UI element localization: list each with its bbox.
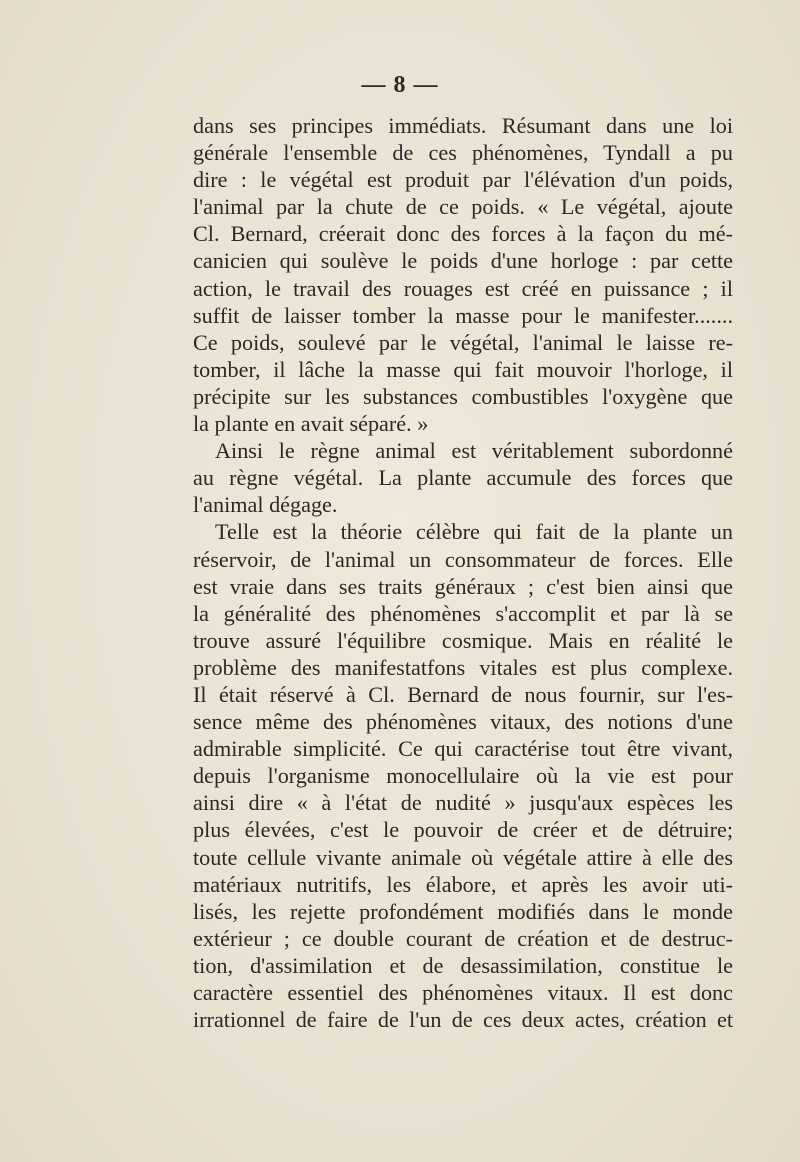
text-line: réservoir, de l'animal un consommateur de forces. Elle <box>193 546 733 572</box>
text-line: l'animal par la chute de ce poids. « Le végétal, ajoute <box>193 194 733 220</box>
text-line: toute cellule vivante animale où végétale attire à elle des <box>193 844 733 870</box>
text-line: au règne végétal. La plante accumule des forces que <box>193 465 733 491</box>
text-line: la plante en avait séparé. » <box>193 411 429 437</box>
text-line: irrationnel de faire de l'un de ces deux actes, création et <box>193 1007 733 1033</box>
text-line: est vraie dans ses traits généraux ; c'est bien ainsi que <box>193 573 733 599</box>
text-line: générale l'ensemble de ces phénomènes, Tyndall a pu <box>193 140 733 166</box>
text-line: Cl. Bernard, créerait donc des forces à la façon du mé- <box>193 221 733 247</box>
text-line: trouve assuré l'équilibre cosmique. Mais en réalité le <box>193 627 733 653</box>
text-line: tomber, il lâche la masse qui fait mouvoir l'horloge, il <box>193 356 733 382</box>
text-line: suffit de laisser tomber la masse pour le manifester....... <box>193 302 733 328</box>
text-line: Ce poids, soulevé par le végétal, l'animal le laisse re- <box>193 329 733 355</box>
text-line: précipite sur les substances combustibles l'oxygène que <box>193 383 733 409</box>
page-number: — 8 — <box>361 72 439 98</box>
text-line: Il était réservé à Cl. Bernard de nous fournir, sur l'es- <box>193 681 733 707</box>
text-line: ainsi dire « à l'état de nudité » jusqu'aux espèces les <box>193 790 733 816</box>
text-line: dans ses principes immédiats. Résumant dans une loi <box>193 113 733 138</box>
text-line: problème des manifestatfons vitales est plus complexe. <box>193 654 733 680</box>
text-line: caractère essentiel des phénomènes vitaux. Il est donc <box>193 980 733 1005</box>
text-line: tion, d'assimilation et de desassimilation, constitue le <box>193 952 733 978</box>
text-line: dire : le végétal est produit par l'élévation d'un poids, <box>193 167 733 193</box>
text-line: canicien qui soulève le poids d'une horloge : par cette <box>193 248 733 274</box>
text-line: la généralité des phénomènes s'accomplit et par là se <box>193 600 733 626</box>
body-text <box>193 112 733 1033</box>
text-line: extérieur ; ce double courant de création et de destruc- <box>193 925 733 951</box>
paragraph-start-line: Ainsi le règne animal est véritablement subordonné <box>215 438 733 464</box>
text-line: lisés, les rejette profondément modifiés dans le monde <box>193 898 733 924</box>
text-line: depuis l'organisme monocellulaire où la vie est pour <box>193 763 733 789</box>
text-line: sence même des phénomènes vitaux, des notions d'une <box>193 709 733 735</box>
text-line: plus élevées, c'est le pouvoir de créer et de détruire; <box>193 817 733 843</box>
text-line: action, le travail des rouages est créé en puissance ; il <box>193 275 733 301</box>
paragraph-start-line: Telle est la théorie célèbre qui fait de la plante un <box>215 519 733 545</box>
text-line: admirable simplicité. Ce qui caractérise tout être vivant, <box>193 736 733 762</box>
text-line: l'animal dégage. <box>193 492 338 518</box>
text-line: matériaux nutritifs, les élabore, et après les avoir uti- <box>193 871 733 897</box>
